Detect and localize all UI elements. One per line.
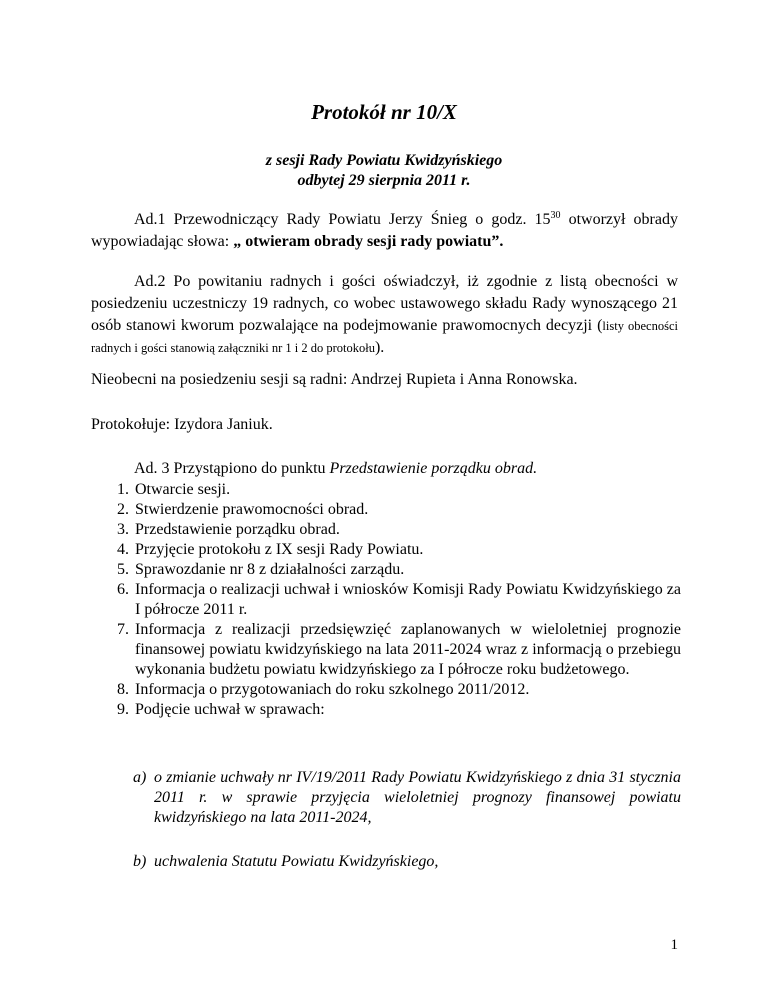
ad1-quote: „ otwieram obrady sesji rady powiatu”. [233, 233, 504, 250]
list-item-text: Otwarcie sesji. [135, 481, 231, 498]
ad2-close: ). [374, 339, 385, 356]
absent-councillors: Nieobecni na posiedzeniu sesji są radni: Andrzej Rupieta i Anna Ronowska. [91, 371, 578, 388]
list-item-number: 3. [117, 521, 129, 538]
agenda-list [91, 480, 681, 720]
page-number: 1 [670, 937, 678, 953]
list-item [91, 480, 681, 500]
list-item-number: 4. [117, 541, 129, 558]
list-item-text: Stwierdzenie prawomocności obrad. [135, 501, 369, 518]
list-item [91, 500, 681, 520]
ad3-prefix: Ad. 3 Przystąpiono do punktu [134, 460, 330, 477]
list-item [91, 620, 681, 680]
list-item-text: Przedstawienie porządku obrad. [135, 521, 340, 538]
ad2-text: Ad.2 Po powitaniu radnych i gości oświadczył, iż zgodnie z listą obecności w posiedzeniu uczestniczy 19 radnych, co wobec ustawowego składu Rady wynoszącego 21 osób stanowi kworum pozwalające na podejmowanie prawomocnych decyzji ( [91, 273, 678, 334]
paragraph-ad3 [91, 458, 678, 480]
document-title: Protokół nr 10/X [311, 100, 457, 124]
ad3-agenda-title: Przedstawienie porządku obrad. [329, 460, 538, 477]
list-item [91, 520, 681, 540]
list-item-text: Przyjęcie protokołu z IX sesji Rady Powiatu. [135, 541, 424, 558]
list-item [91, 540, 681, 560]
list-item-text: Informacja z realizacji przedsięwzięć zaplanowanych w wieloletniej prognozie finansowej powiatu kwidzyńskiego na lata 2011-2024 wraz z informacją o przebiegu wykonania budżetu powiatu kwidzyńskiego za I półrocze roku budżetowego. [135, 621, 681, 678]
list-item-text: Informacja o przygotowaniach do roku szkolnego 2011/2012. [135, 681, 530, 698]
subtitle-line-2: odbytej 29 sierpnia 2011 r. [297, 172, 471, 189]
list-item-number: 9. [117, 701, 129, 718]
sub-item-text: uchwalenia Statutu Powiatu Kwidzyńskiego, [154, 853, 439, 870]
list-item-text: Sprawozdanie nr 8 z działalności zarządu. [135, 561, 405, 578]
list-item-number: 1. [117, 481, 129, 498]
list-item [91, 680, 681, 700]
list-item-text: Informacja o realizacji uchwał i wniosków Komisji Rady Powiatu Kwidzyńskiego za I półrocze 2011 r. [135, 581, 681, 618]
paragraph-ad2 [91, 271, 678, 359]
list-item-number: 7. [117, 621, 129, 638]
sub-item-a [133, 768, 681, 828]
list-item [91, 560, 681, 580]
list-item-text: Podjęcie uchwał w sprawach: [135, 701, 325, 718]
subtitle-line-1: z sesji Rady Powiatu Kwidzyńskiego [265, 152, 503, 169]
list-item-number: 2. [117, 501, 129, 518]
ad1-text: Ad.1 Przewodniczący Rady Powiatu Jerzy Śnieg o godz. 15 [134, 211, 551, 228]
ad1-text-continued: otworzył obrady wypowiadając słowa: [91, 211, 678, 250]
list-item-number: 5. [117, 561, 129, 578]
sub-item-label: b) [133, 853, 147, 870]
paragraph-ad1 [91, 209, 678, 253]
sub-item-text: o zmianie uchwały nr IV/19/2011 Rady Powiatu Kwidzyńskiego z dnia 31 stycznia 2011 r. w sprawie przyjęcia wieloletniej prognozy finansowej powiatu kwidzyńskiego na lata 2011-2024, [154, 769, 681, 826]
ad2-note: listy obecności radnych i gości stanowią załączniki nr 1 i 2 do protokołu [91, 319, 678, 355]
sub-item-b [133, 852, 681, 872]
list-item [91, 580, 681, 620]
list-item-number: 6. [117, 581, 129, 598]
document-subtitle [0, 151, 768, 191]
list-item [91, 700, 681, 720]
list-item-number: 8. [117, 681, 129, 698]
ad1-time-minutes: 30 [550, 210, 561, 221]
sub-item-label: a) [133, 769, 147, 786]
recorder: Protokołuje: Izydora Janiuk. [91, 416, 273, 433]
